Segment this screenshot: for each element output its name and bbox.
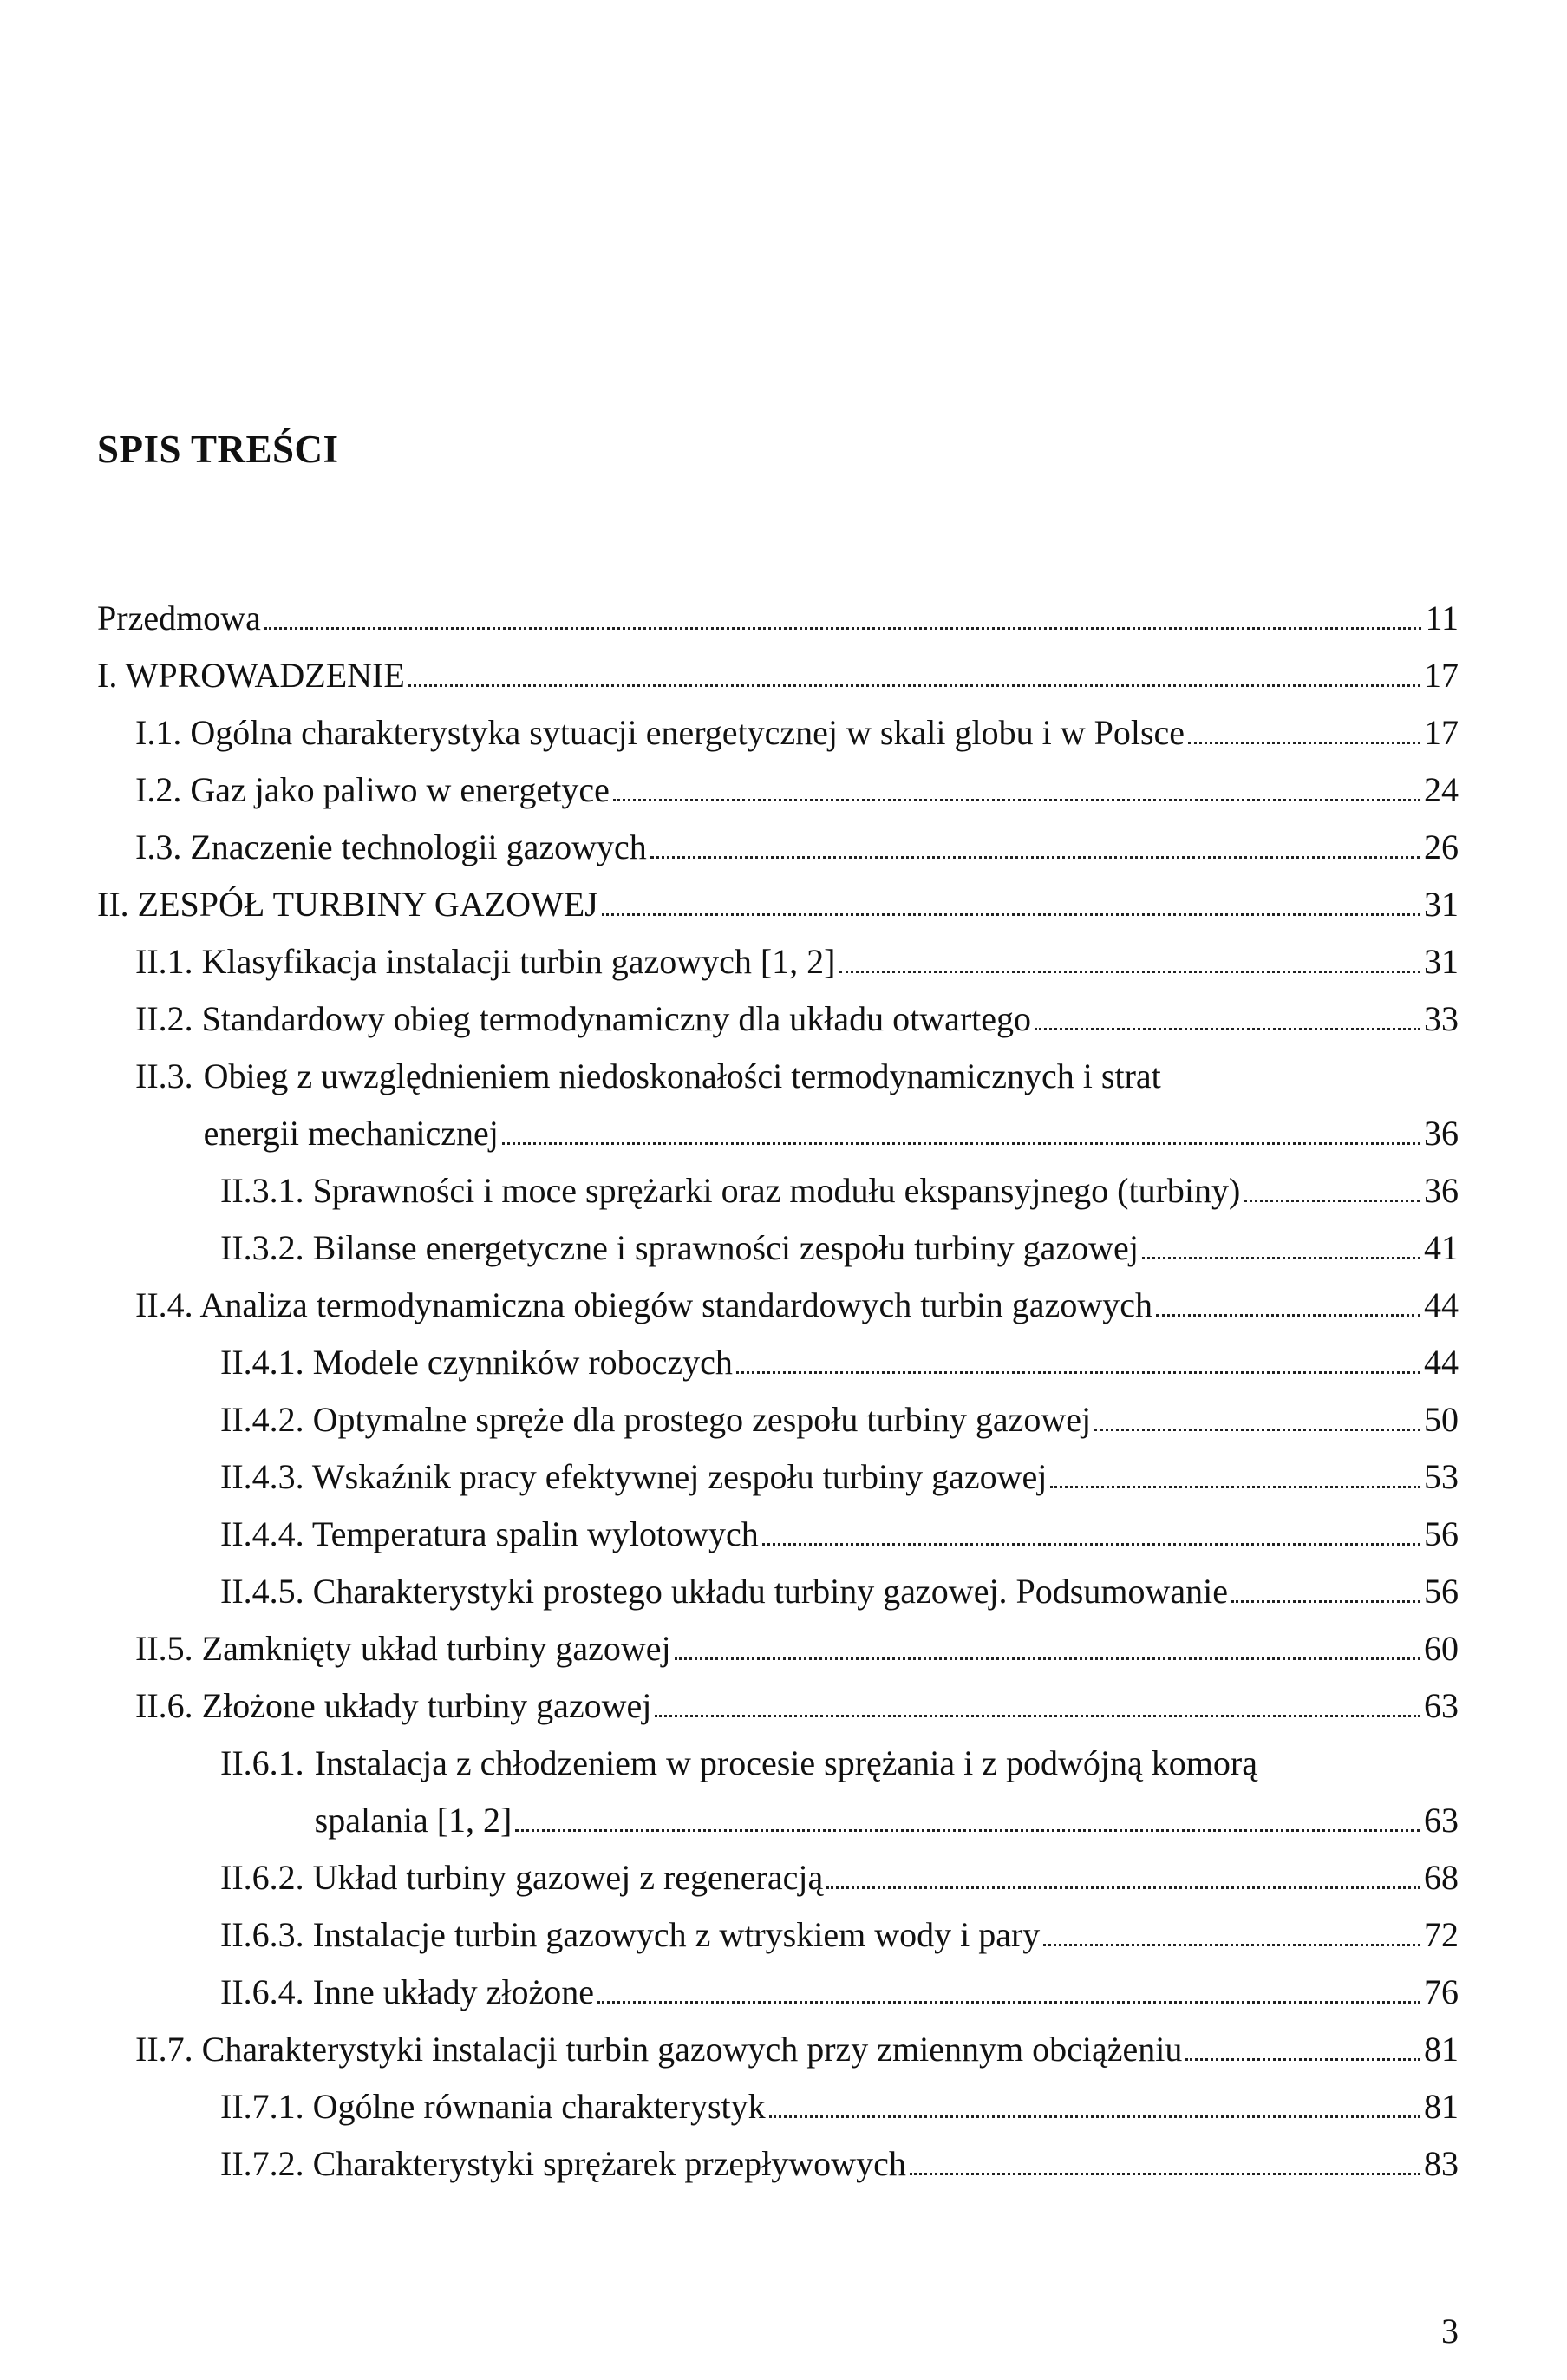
toc-entry-page: 76 xyxy=(1424,1972,1459,2011)
toc-entry-title: Zamknięty układ turbiny gazowej xyxy=(201,1629,671,1668)
toc-entry-number: I. xyxy=(97,656,118,695)
dot-leader xyxy=(736,1371,1420,1374)
toc-entry-title: Instalacje turbin gazowych z wtryskiem wody i pary xyxy=(312,1915,1041,1954)
toc-entry-number: II.6.1. xyxy=(220,1743,304,1782)
toc-entry-title: Charakterystyki prostego układu turbiny gazowej. Podsumowanie xyxy=(312,1572,1228,1611)
toc-entry-title-line1: Obieg z uwzględnieniem niedoskonałości termodynamicznych i strat xyxy=(203,1056,1161,1095)
toc-entry-page: 72 xyxy=(1424,1915,1459,1954)
dot-leader xyxy=(1244,1200,1420,1202)
toc-entry-text xyxy=(135,2021,1182,2078)
toc-entry-text xyxy=(220,1849,823,1906)
toc-entry-number: II.4.1. xyxy=(220,1343,304,1382)
toc-entry-number: II.2. xyxy=(135,999,193,1038)
toc-entry-title: Optymalne spręże dla prostego zespołu turbiny gazowej xyxy=(312,1400,1092,1439)
toc-entry-2-1[interactable] xyxy=(97,933,1459,991)
toc-entry-page: 81 xyxy=(1424,2030,1459,2069)
toc-entry-number: II.5. xyxy=(135,1629,193,1668)
toc-entry-2-3[interactable] xyxy=(97,1048,1459,1162)
toc-entry-page: 50 xyxy=(1424,1400,1459,1439)
toc-entry-title: Klasyfikacja instalacji turbin gazowych [1, 2] xyxy=(201,942,836,981)
toc-entry-page: 41 xyxy=(1424,1228,1459,1267)
toc-entry-title: Standardowy obieg termodynamiczny dla układu otwartego xyxy=(201,999,1032,1038)
toc-entry-number: II.6.3. xyxy=(220,1915,304,1954)
toc-entry-1-3[interactable] xyxy=(97,819,1459,876)
toc-entry-2-7[interactable] xyxy=(97,2021,1459,2078)
dot-leader xyxy=(1035,1028,1420,1030)
toc-entry-page: 31 xyxy=(1424,942,1459,981)
toc-entry-number: II.7.2. xyxy=(220,2144,304,2183)
toc-entry-page: 17 xyxy=(1424,713,1459,752)
toc-entry-2-5[interactable] xyxy=(97,1620,1459,1677)
toc-entry-page: 68 xyxy=(1424,1858,1459,1897)
toc-entry-page: 56 xyxy=(1424,1572,1459,1611)
toc-entry-text xyxy=(220,1906,1040,1964)
toc-entry-page: 26 xyxy=(1424,827,1459,866)
toc-entry-number: II.4. xyxy=(135,1285,193,1324)
dot-leader xyxy=(910,2173,1420,2175)
toc-entry-page: 60 xyxy=(1424,1629,1459,1668)
dot-leader xyxy=(408,684,1420,687)
toc-entry-title: Ogólne równania charakterystyk xyxy=(312,2087,766,2126)
dot-leader xyxy=(613,799,1420,801)
toc-entry-text xyxy=(220,2135,906,2193)
dot-leader xyxy=(1043,1944,1420,1946)
toc-entry-number: II.6.4. xyxy=(220,1972,304,2011)
toc-entry-number: I.1. xyxy=(135,713,182,752)
dot-leader xyxy=(826,1886,1420,1889)
toc-entry-text xyxy=(135,819,647,876)
dot-leader xyxy=(515,1829,1420,1832)
toc-entry-page: 63 xyxy=(1424,1686,1459,1725)
toc-entry-2-6[interactable] xyxy=(97,1677,1459,1735)
toc-entry-1-2[interactable] xyxy=(97,762,1459,819)
toc-entry-text xyxy=(135,933,836,991)
toc-entry-number: II.6. xyxy=(135,1686,193,1725)
toc-entry-number: II.4.5. xyxy=(220,1572,304,1611)
toc-entry-chapter-1[interactable] xyxy=(97,647,1459,704)
toc-entry-title: Wskaźnik pracy efektywnej zespołu turbiny gazowej xyxy=(311,1457,1048,1496)
toc-entry-page: 36 xyxy=(1424,1114,1459,1153)
toc-entry-page: 31 xyxy=(1424,885,1459,924)
toc-entry-text xyxy=(220,1563,1228,1620)
toc-entry-title-line2: spalania [1, 2] xyxy=(314,1801,513,1840)
toc-entry-number: II.7.1. xyxy=(220,2087,304,2126)
dot-leader xyxy=(1050,1486,1420,1488)
toc-entry-2-6-3[interactable] xyxy=(97,1906,1459,1964)
page-number: 3 xyxy=(1441,2311,1459,2351)
toc-entry-text xyxy=(97,876,598,933)
table-of-contents xyxy=(97,590,1459,2193)
toc-entry-page: 36 xyxy=(1424,1171,1459,1210)
toc-entry-title: WPROWADZENIE xyxy=(125,656,405,695)
toc-entry-2-4-2[interactable] xyxy=(97,1391,1459,1448)
toc-entry-text xyxy=(135,1677,651,1735)
dot-leader xyxy=(1231,1600,1420,1603)
toc-entry-2-4-1[interactable] xyxy=(97,1334,1459,1391)
dot-leader xyxy=(650,856,1420,859)
toc-entry-number: I.2. xyxy=(135,770,182,809)
toc-entry-przedmowa[interactable] xyxy=(97,590,1459,647)
toc-entry-title: Inne układy złożone xyxy=(312,1972,594,2011)
toc-entry-title: Ogólna charakterystyka sytuacji energetycznej w skali globu i w Polsce xyxy=(190,713,1185,752)
toc-entry-number: II.1. xyxy=(135,942,193,981)
toc-entry-title-line1: Instalacja z chłodzeniem w procesie sprężania i z podwójną komorą xyxy=(314,1743,1257,1782)
dot-leader xyxy=(1156,1314,1420,1317)
toc-entry-number: II.4.3. xyxy=(220,1457,304,1496)
toc-entry-text xyxy=(220,1334,733,1391)
toc-entry-title: Złożone układy turbiny gazowej xyxy=(201,1686,652,1725)
toc-entry-text: Przedmowa xyxy=(97,598,261,638)
toc-entry-number: II.4.4. xyxy=(220,1514,304,1553)
toc-entry-number: II.3.1. xyxy=(220,1171,304,1210)
toc-entry-text xyxy=(97,647,405,704)
toc-entry-text xyxy=(135,1277,1152,1334)
toc-entry-2-3-1[interactable] xyxy=(97,1162,1459,1219)
page-title: SPIS TREŚCI xyxy=(97,428,339,471)
toc-entry-text xyxy=(135,991,1031,1048)
toc-entry-chapter-2[interactable] xyxy=(97,876,1459,933)
toc-entry-title: Sprawności i moce sprężarki oraz modułu ekspansyjnego (turbiny) xyxy=(312,1171,1241,1210)
dot-leader xyxy=(769,2115,1420,2118)
toc-entry-2-6-2[interactable] xyxy=(97,1849,1459,1906)
toc-entry-text xyxy=(135,1620,671,1677)
toc-entry-title: Modele czynników roboczych xyxy=(312,1343,733,1382)
toc-entry-2-7-1[interactable] xyxy=(97,2078,1459,2135)
toc-entry-1-1[interactable] xyxy=(97,704,1459,762)
dot-leader xyxy=(597,2001,1420,2004)
toc-entry-text xyxy=(135,704,1185,762)
toc-entry-number: II.4.2. xyxy=(220,1400,304,1439)
toc-entry-page: 17 xyxy=(1424,656,1459,695)
toc-entry-text xyxy=(220,1506,759,1563)
toc-entry-page: 83 xyxy=(1424,2144,1459,2183)
toc-entry-page: 44 xyxy=(1424,1285,1459,1324)
dot-leader xyxy=(762,1543,1420,1546)
toc-entry-text xyxy=(220,1219,1139,1277)
toc-entry-title: Znaczenie technologii gazowych xyxy=(190,827,647,866)
toc-entry-2-2[interactable] xyxy=(97,991,1459,1048)
toc-entry-text xyxy=(220,1391,1091,1448)
dot-leader xyxy=(264,627,1422,630)
toc-entry-number: II. xyxy=(97,885,129,924)
toc-entry-title: Charakterystyki sprężarek przepływowych xyxy=(312,2144,906,2183)
dot-leader xyxy=(1188,742,1420,744)
dot-leader xyxy=(602,913,1420,916)
dot-leader xyxy=(1094,1429,1420,1431)
toc-entry-title: Gaz jako paliwo w energetyce xyxy=(190,770,610,809)
toc-entry-2-4-3[interactable] xyxy=(97,1448,1459,1506)
toc-entry-page: 44 xyxy=(1424,1343,1459,1382)
toc-entry-number: II.3. xyxy=(135,1056,193,1095)
toc-entry-page: 24 xyxy=(1424,770,1459,809)
toc-entry-2-6-1[interactable] xyxy=(97,1735,1459,1849)
toc-entry-number: I.3. xyxy=(135,827,182,866)
toc-entry-2-6-4[interactable] xyxy=(97,1964,1459,2021)
toc-entry-title: Układ turbiny gazowej z regeneracją xyxy=(312,1858,824,1897)
toc-entry-text xyxy=(135,762,610,819)
toc-entry-title: Charakterystyki instalacji turbin gazowych przy zmiennym obciążeniu xyxy=(201,2030,1183,2069)
toc-entry-page: 81 xyxy=(1424,2087,1459,2126)
toc-entry-2-4-5[interactable] xyxy=(97,1563,1459,1620)
toc-entry-2-7-2[interactable] xyxy=(97,2135,1459,2193)
toc-entry-number: II.6.2. xyxy=(220,1858,304,1897)
toc-entry-page: 53 xyxy=(1424,1457,1459,1496)
dot-leader xyxy=(502,1142,1420,1145)
toc-entry-title: Analiza termodynamiczna obiegów standardowych turbin gazowych xyxy=(199,1285,1152,1324)
toc-entry-number: II.7. xyxy=(135,2030,193,2069)
dot-leader xyxy=(675,1658,1420,1660)
toc-entry-2-4[interactable] xyxy=(97,1277,1459,1334)
toc-entry-page: 11 xyxy=(1425,598,1459,638)
toc-entry-page: 63 xyxy=(1424,1801,1459,1840)
toc-entry-2-4-4[interactable] xyxy=(97,1506,1459,1563)
toc-entry-title: Temperatura spalin wylotowych xyxy=(311,1514,759,1553)
toc-entry-title-line2: energii mechanicznej xyxy=(203,1114,499,1153)
toc-entry-title: Bilanse energetyczne i sprawności zespołu turbiny gazowej xyxy=(312,1228,1139,1267)
toc-entry-text xyxy=(220,2078,766,2135)
toc-entry-text xyxy=(220,1162,1240,1219)
toc-entry-title: ZESPÓŁ TURBINY GAZOWEJ xyxy=(137,885,598,924)
toc-entry-text xyxy=(220,1448,1047,1506)
dot-leader xyxy=(655,1715,1420,1717)
toc-entry-page: 33 xyxy=(1424,999,1459,1038)
toc-entry-page: 56 xyxy=(1424,1514,1459,1553)
toc-entry-number: II.3.2. xyxy=(220,1228,304,1267)
toc-entry-2-3-2[interactable] xyxy=(97,1219,1459,1277)
toc-entry-text xyxy=(220,1964,594,2021)
dot-leader xyxy=(1185,2058,1420,2061)
dot-leader xyxy=(839,971,1421,973)
dot-leader xyxy=(1142,1257,1420,1259)
